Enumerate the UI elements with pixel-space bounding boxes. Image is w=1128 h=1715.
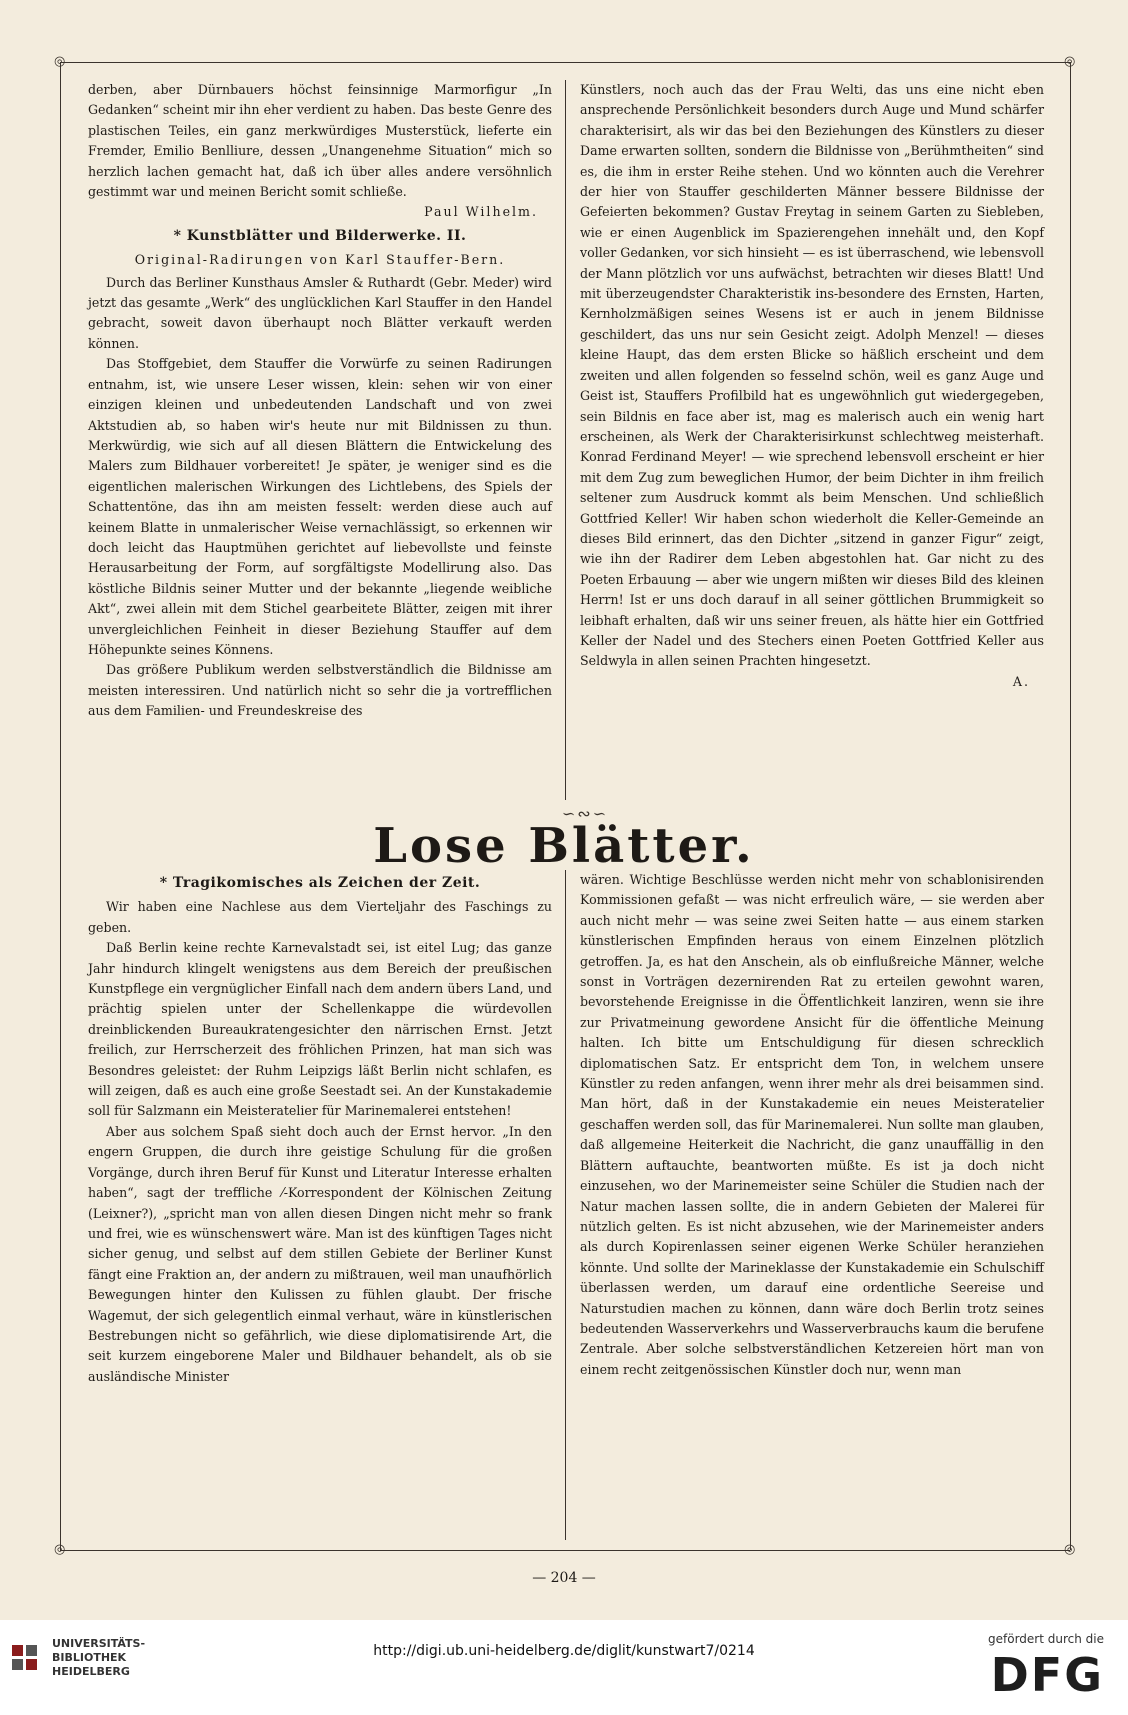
paragraph: Wir haben eine Nachlese aus dem Vierteljahr des Faschings zu geben. <box>88 899 552 935</box>
library-name-line: HEIDELBERG <box>52 1665 130 1678</box>
paragraph: derben, aber Dürnbauers höchst feinsinnige Marmorfigur „In Gedanken“ scheint mir ihn eher verdient zu haben. Das beste Genre des plastischen Teiles, ein ganz merkwürdiges Musterstück, lieferte ein Fremder, Emilio Benlliure, dessen „Unangenehme Situation“ mich so herzlich lachen gemacht hat, daß ich über alles andere versöhnlich gestimmt war und meinen Bericht somit schließe. <box>88 82 552 200</box>
frame-bottom <box>60 1550 1070 1551</box>
section-heading: * Kunstblätter und Bilderwerke. II. <box>173 227 467 244</box>
paragraph: Das größere Publikum werden selbstverständlich die Bildnisse am meisten interessiren. Und natürlich nicht so sehr die ja vortrefflichen aus dem Familien- und Freundeskreise des <box>88 662 552 719</box>
frame-left <box>60 62 61 1550</box>
signature: A. <box>1012 673 1030 689</box>
column-bottom-left <box>88 870 552 1387</box>
funder-text: gefördert durch die <box>988 1632 1104 1646</box>
paragraph: Aber aus solchem Spaß sieht doch auch der Ernst hervor. „In den engern Gruppen, die durch ihre geistige Schulung für die großen Vorgänge, durch ihren Beruf für Kunst und Literatur Interesse erhalten haben“, sagt der treffliche ⁄-Korrespondent der Kölnischen Zeitung (Leixner?), „spricht man von allen diesen Dingen nicht mehr so frank und frei, wie es wünschenswert wäre. Man ist des künftigen Tages nicht sicher genug, und selbst auf dem stillen Gebiete der Berliner Kunst fängt eine Fraktion an, der andern zu mißtrauen, weil man unaufhörlich Bewegungen hinter den Kulissen zu fühlen glaubt. Der frische Wagemut, der sich gelegentlich einmal verhaut, wäre in künstlerischen Bestrebungen nicht so gefährlich, wie diese diplomatisirende Art, die seit kurzem eingeborene Maler und Bildhauer behandelt, als ob sie ausländische Minister <box>88 1123 552 1384</box>
signature: Paul Wilhelm. <box>424 204 538 220</box>
source-url-link[interactable]: http://digi.ub.uni-heidelberg.de/diglit/kunstwart7/0214 <box>373 1643 755 1659</box>
paragraph: wären. Wichtige Beschlüsse werden nicht mehr von schablonisirenden Kommissionen gefaßt — was nicht erfreulich wäre, — sie werden aber auch nicht mehr — was seine zwei Seiten hatte — aus einem starken künstlerischen Empfinden heraus von einem Einzelnen plötzlich getroffen. Ja, es hat den Anschein, als ob einflußreiche Männer, welche sonst in Vorträgen dezernirenden Rat zu erteilen gewohnt waren, bevorstehende Ereignisse in die Öffentlichkeit lanziren, wenn sie ihre zur Privatmeinung gewordene Ansicht für die öffentliche Meinung halten. Ich bitte um Entschuldigung für diesen schrecklich diplomatischen Satz. Er entspricht dem Ton, in welchem unsere Künstler zu reden anfangen, wenn ihrer mehr als drei beisammen sind. Man hört, daß in der Kunstakademie ein neues Meisteratelier geschaffen werden soll, das für Marinemalerei. Nun sollte man glauben, daß allgemeine Heiterkeit die Nachricht, die ganz unauffällig in den Blättern auftauchte, beantworten müßte. Es ist ja doch nicht einzusehen, wo der Marinemeister seine Schüler die Studien nach der Natur machen lassen sollte, die in andern Gebieten der Malerei für nützlich gelten. Es ist nicht abzusehen, wie der Marinemeister anders als durch Kopirenlassen seiner eigenen Werke Schüler heranziehen könnte. Und sollte der Marineklasse der Kunstakademie ein Schulschiff überlassen werden, um darauf eine ordentliche Seereise und Naturstudien machen zu können, dann wäre doch Berlin trotz seines bedeutenden Wasserverkehrs und Wasserverbrauchs kaum die berufene Zentrale. Aber solche selbstverständlichen Ketzereien hört man von einem recht zeitgenössischen Künstler doch nur, wenn man <box>580 872 1044 1377</box>
paragraph: Daß Berlin keine rechte Karnevalstadt sei, ist eitel Lug; das ganze Jahr hindurch klingelt wenigstens aus dem Bereich der preußischen Kunstpflege ein vergnüglicher Einfall nach dem andern übers Land, und prächtig spielen unter der Schellenkappe die würdevollen dreinblickenden Bureaukratengesichter den närrischen Ernst. Jetzt freilich, zur Herrscherzeit des fröhlichen Prinzen, hat man sich was Besondres geleistet: der Ruhm Leipzigs läßt Berlin nicht schlafen, es will zeigen, daß es auch eine große Seestadt sei. An der Kunstakademie soll für Salzmann ein Meisteratelier für Marinemalerei entstehen! <box>88 940 552 1119</box>
column-rule-bottom <box>565 870 566 1540</box>
section-heading: * Tragikomisches als Zeichen der Zeit. <box>159 875 481 891</box>
corner-ornament-icon: ◎ <box>54 54 66 69</box>
corner-ornament-icon: ◎ <box>54 1542 66 1557</box>
paragraph: Künstlers, noch auch das der Frau Welti, das uns eine nicht eben ansprechende Persönlichkeit besonders durch Auge und Mund schärfer charakterisirt, als wir das bei den Beziehungen des Künstlers zu dieser Dame erwarten sollten, sondern die Bildnisse von „Berühmtheiten“ sind es, die ihm in erster Reihe stehen. Und wo könnten auch die Verehrer der hier von Stauffer geschilderten Männer bessere Bildnisse der Gefeierten bekommen? Gustav Freytag in seinem Garten zu Siebleben, wie er einen Augenblick im Spazierengehen innehält und, den Kopf voller Gedanken, vor sich hinsieht — es ist überraschend, wie lebensvoll der Mann plötzlich vor uns aufwächst, betrachten wir dieses Blatt! Und mit überzeugendster Charakteristik ins-besondere des Ernsten, Harten, Kernholzmäßigen seines Wesens ist er auch in jenem Bildnisse geschildert, das uns nur sein Gesicht zeigt. Adolph Menzel! — dieses kleine Haupt, das dem ersten Blicke so häßlich erscheint und dem zweiten und allen folgenden so fesselnd schön, weil es ganz Auge und Geist ist, Stauffers Profilbild hat es ungewöhnlich gut wiedergegeben, sein Bildnis en face aber ist, mag es malerisch auch ein wenig hart erscheinen, als Werk der Charakterisirkunst schlechtweg meisterhaft. Konrad Ferdinand Meyer! — wie sprechend lebensvoll erscheint er hier mit dem Zug zum beweglichen Humor, der beim Dichter in ihm freilich seltener zum Ausdruck kommt als beim Menschen. Und schließlich Gottfried Keller! Wir haben schon wiederholt die Keller-Gemeinde an dieses Bild erinnert, das den Dichter „sitzend in ganzer Figur“ zeigt, wie ihn der Radirer dem Leben abgestohlen hat. Gar nicht zu des Poeten Erbauung — aber wie ungern mißten wir dieses Bild des kleinen Herrn! Ist er uns doch darauf in all seiner göttlichen Brummigkeit so leibhaft erhalten, daß wir uns seiner freuen, als hätte hier ein Gottfried Keller der Nadel und des Stechers einen Poeten Gottfried Keller aus Seldwyla in allen seinen Prachten hingesetzt. <box>580 82 1044 669</box>
column-rule-top <box>565 80 566 800</box>
paragraph: Das Stoffgebiet, dem Stauffer die Vorwürfe zu seinen Radirungen entnahm, ist, wie unsere Leser wissen, klein: sehen wir von einer einzigen kleinen und unbedeutenden Landschaft und von zwei Aktstudien ab, so haben wir's heute nur mit Bildnissen zu thun. Merkwürdig, wie sich auf all diesen Blättern die Entwickelung des Malers zum Bildhauer vorbereitet! Je später, je weniger sind es die eigentlichen malerischen Wirkungen des Lichtlebens, des Spiels der Schattentöne, das ihn am meisten fesselt: werden diese auch auf keinem Blatte in unmalerischer Weise vernachlässigt, so erkennen wir doch leicht das Hauptmühen gerichtet auf liebevollste und feinste Herausarbeitung der Form, auf sorgfältigste Modellirung also. Das köstliche Bildnis seiner Mutter und der bekannte „liegende weibliche Akt“, zwei allein mit dem Stichel gearbeitete Blätter, zeigen mit ihrer unvergleichlichen Feinheit in dieser Beziehung Stauffer auf dem Höhepunkte seines Könnens. <box>88 356 552 657</box>
corner-ornament-icon: ◎ <box>1064 54 1076 69</box>
dfg-logo: DFG <box>990 1648 1104 1702</box>
divider-ornament-icon: ∽∾∽ <box>561 804 609 823</box>
section-subheading: Original-Radirungen von Karl Stauffer-Bern. <box>134 252 506 268</box>
paragraph: Durch das Berliner Kunsthaus Amsler & Ruthardt (Gebr. Meder) wird jetzt das gesamte „Werk“ des unglücklichen Karl Stauffer in den Handel gebracht, soweit davon überhaupt noch Blätter verkauft werden können. <box>88 274 552 351</box>
column-bottom-right <box>580 870 1044 1380</box>
frame-top <box>60 62 1070 63</box>
section-title: Lose Blätter. <box>373 818 755 874</box>
library-name-line: UNIVERSITÄTS- <box>52 1637 146 1650</box>
column-top-left <box>88 80 552 722</box>
library-name-line: BIBLIOTHEK <box>52 1651 127 1664</box>
column-top-right <box>580 80 1044 692</box>
frame-right <box>1070 62 1071 1550</box>
footer-bar <box>0 1620 1128 1715</box>
page-number: — 204 — <box>532 1570 596 1586</box>
corner-ornament-icon: ◎ <box>1064 1542 1076 1557</box>
